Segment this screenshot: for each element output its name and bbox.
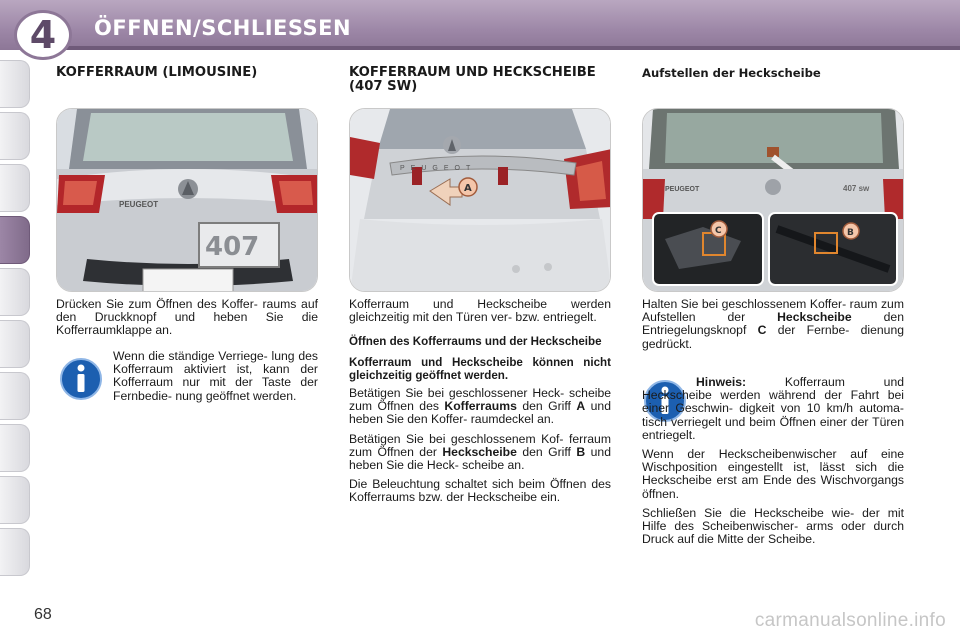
chapter-number: 4 xyxy=(29,13,57,57)
chapter-tab-4-active[interactable] xyxy=(0,216,30,264)
hint-box xyxy=(642,376,904,552)
chapter-tab-6[interactable] xyxy=(0,320,30,368)
section-title-rear-window: Aufstellen der Heckscheibe xyxy=(642,66,821,80)
hint-paragraph: Hinweis: Kofferraum und Heckscheibe werden während der Fahrt bei einer Geschwin- digkeit von 10 km/h automa- tisch verriegelt und beim Öffnen einer der Türen entriegelt. xyxy=(642,375,904,442)
sw-paragraph-window: Betätigen Sie bei geschlossenem Kof- ferraum zum Öffnen der Heckscheibe den Griff B und heben Sie die Heck- scheibe an. xyxy=(349,431,611,473)
svg-text:PEUGEOT: PEUGEOT xyxy=(119,200,159,209)
rear-window-paragraph: Halten Sie bei geschlossenem Koffer- raum zum Aufstellen der Heckscheibe den Entriegelungsknopf C der Fernbe- dienung gedrückt. xyxy=(642,297,904,351)
photo-label-b: B xyxy=(847,228,854,238)
sw-subtitle-open: Öffnen des Kofferraums und der Heckscheibe xyxy=(349,335,602,349)
page-number: 68 xyxy=(34,606,52,623)
sw-paragraph-trunk: Betätigen Sie bei geschlossener Heck- scheibe zum Öffnen des Kofferraums den Griff A und heben Sie den Koffer- raumdeckel an. xyxy=(349,386,611,427)
page-title: ÖFFNEN/SCHLIESSEN xyxy=(94,16,352,40)
column-limousine xyxy=(56,66,318,80)
chapter-tab-2[interactable] xyxy=(0,112,30,160)
sw-paragraph-light: Die Beleuchtung schaltet sich beim Öffnen des Kofferraums bzw. der Heckscheibe ein. xyxy=(349,477,611,505)
chapter-badge xyxy=(14,10,72,60)
watermark: carmanualsonline.info xyxy=(754,610,946,631)
chapter-tab-1[interactable] xyxy=(0,60,30,108)
chapter-tab-8[interactable] xyxy=(0,424,30,472)
chapter-tab-3[interactable] xyxy=(0,164,30,212)
info-text-limousine: Wenn die ständige Verriege- lung des Kofferraum aktiviert ist, kann der Kofferraum nur mit der Taste der Fernbedie- nung geöffnet werden. xyxy=(113,349,318,403)
wiper-paragraph: Wenn der Heckscheibenwischer auf eine Wischposition eingestellt ist, lässt sich die Heckscheibe erst am Ende des Wischvorgangs öffnen. xyxy=(642,447,904,501)
sw-subtitle-note: Kofferraum und Heckscheibe können nicht gleichzeitig geöffnet werden. xyxy=(349,355,611,382)
chapter-tab-9[interactable] xyxy=(0,476,30,524)
photo-limousine-trunk xyxy=(56,108,318,292)
column-rear-window-text xyxy=(642,298,904,357)
chapter-tab-5[interactable] xyxy=(0,268,30,316)
section-title-limousine: KOFFERRAUM (LIMOUSINE) xyxy=(56,65,258,80)
column-sw-text xyxy=(349,298,611,511)
chapter-tab-7[interactable] xyxy=(0,372,30,420)
column-sw xyxy=(349,66,611,94)
chapter-tab-10[interactable] xyxy=(0,528,30,576)
header-rule xyxy=(60,46,960,50)
column-rear-window xyxy=(642,66,904,80)
photo-brand-rear: PEUGEOT xyxy=(665,186,700,193)
column-limousine-text xyxy=(56,298,318,344)
photo-label-c: C xyxy=(715,226,722,236)
photo-sw-trunk-handle xyxy=(349,108,611,292)
chapter-tabs xyxy=(0,60,34,580)
photo-badge-407: 407 xyxy=(205,232,260,262)
sw-intro: Kofferraum und Heckscheibe werden gleichzeitig mit den Türen ver- bzw. entriegelt. xyxy=(349,297,611,325)
info-box-limousine xyxy=(113,350,318,409)
limousine-paragraph: Drücken Sie zum Öffnen des Koffer- raums auf den Druckknopf und heben Sie die Kofferraumklappe an. xyxy=(56,297,318,338)
section-title-sw: KOFFERRAUM UND HECKSCHEIBE (407 SW) xyxy=(349,65,596,94)
photo-brand-sw: PEUGEOT xyxy=(400,165,477,172)
close-window-paragraph: Schließen Sie die Heckscheibe wie- der mit Hilfe des Scheibenwischer- arms oder durch Druck auf die Mitte der Scheibe. xyxy=(642,505,904,547)
photo-badge-sw: 407 sw xyxy=(843,184,870,193)
info-icon xyxy=(58,356,104,402)
photo-rear-window-remote xyxy=(642,108,904,292)
photo-label-a: A xyxy=(464,183,472,194)
